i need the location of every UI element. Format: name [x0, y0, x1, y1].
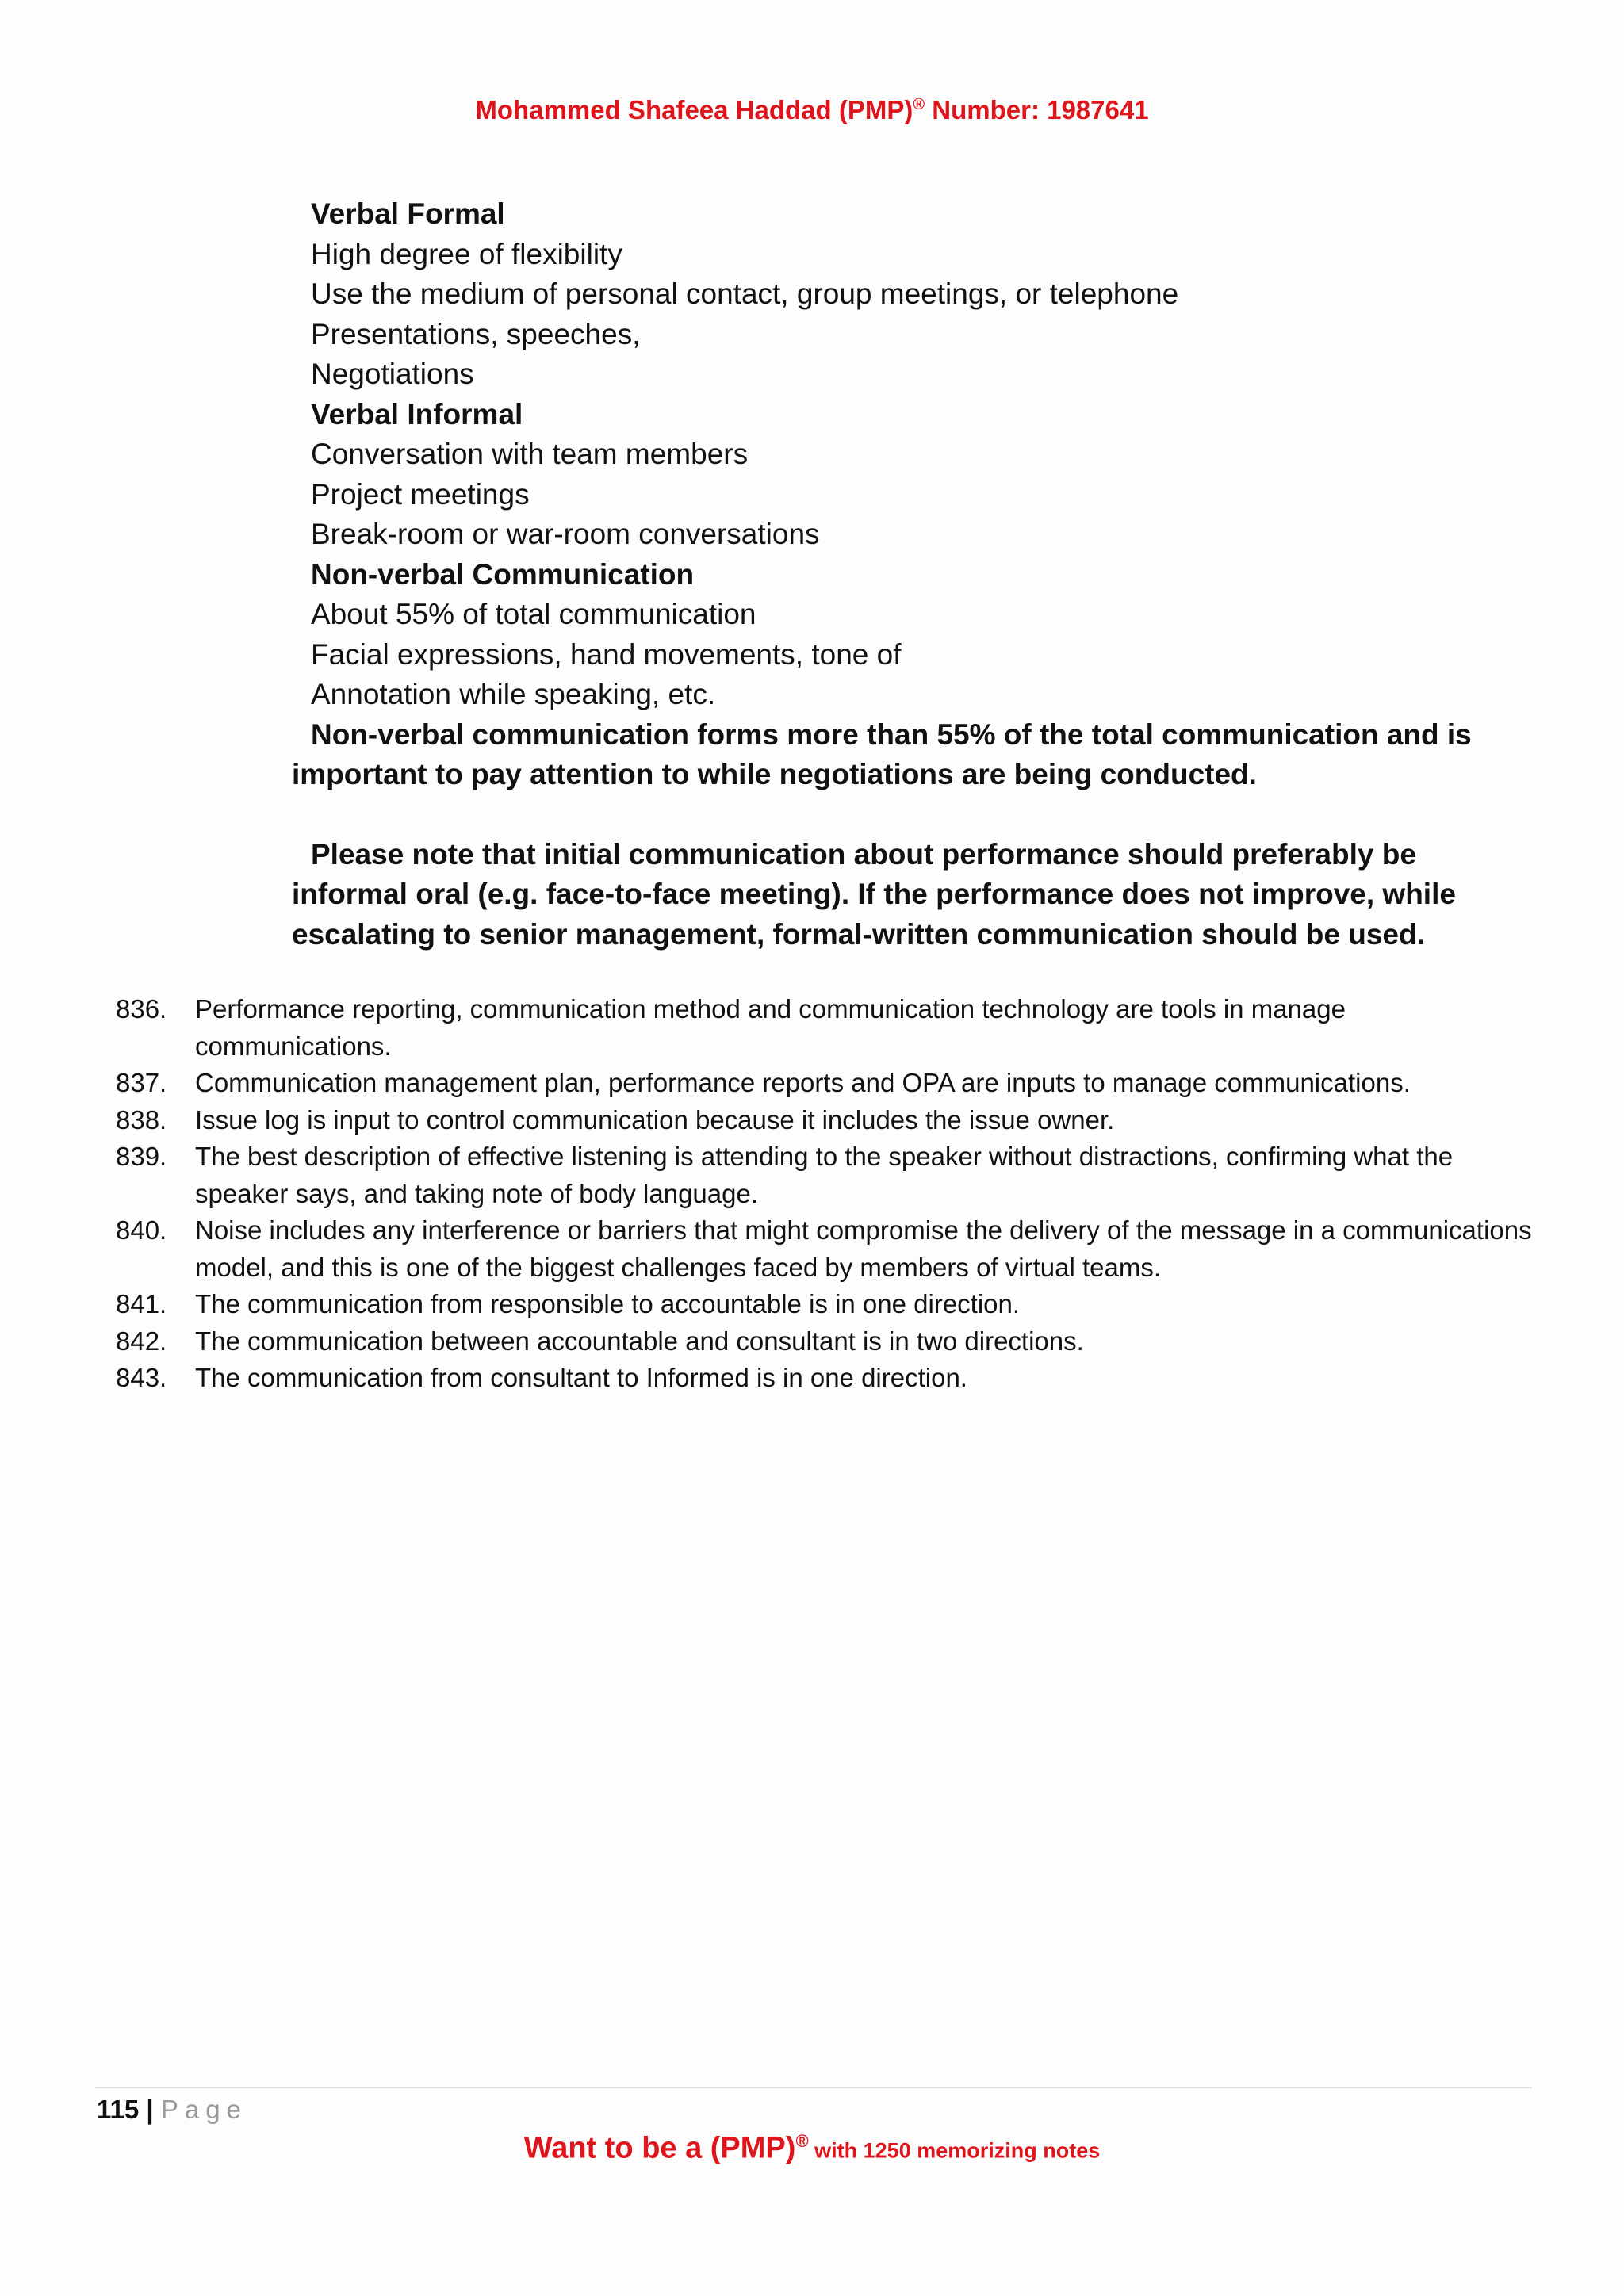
list-item: Annotation while speaking, etc. [311, 678, 716, 710]
performance-note: Please note that initial communication about performance should preferably be informal oral (e.g. face-to-face meeting). If the performance does not improve, while escalating to senior management, formal-written communication should be used. [292, 837, 1456, 951]
list-item: Negotiations [311, 358, 474, 390]
note-item [116, 1286, 1543, 1323]
footer-title [0, 2131, 1624, 2166]
note-text: The communication from responsible to accountable is in one direction. [195, 1289, 1021, 1318]
note-text: The communication between accountable and consultant is in two directions. [195, 1326, 1084, 1356]
list-item: Conversation with team members [311, 438, 749, 470]
note-text: Noise includes any interference or barriers that might compromise the delivery of the message in a communications model, and this is one of the biggest challenges faced by members of virtual teams. [195, 1215, 1532, 1282]
section-title-verbal-formal: Verbal Formal [311, 197, 505, 230]
page-word: Page [160, 2095, 247, 2124]
page-header [0, 95, 1624, 125]
note-item [116, 991, 1543, 1065]
list-item: High degree of flexibility [311, 237, 622, 270]
note-item [116, 1360, 1543, 1397]
footer-reg-mark: ® [795, 2131, 809, 2151]
nonverbal-note: Non-verbal communication forms more than 55% of the total communication and is important to pay attention to while negotiations are being conducted. [292, 718, 1472, 790]
note-text: Issue log is input to control communication because it includes the issue owner. [195, 1104, 1115, 1135]
header-reg-mark: ® [913, 96, 925, 113]
footer-divider [95, 2087, 1532, 2088]
spacer [311, 795, 1532, 835]
note-item [116, 1065, 1543, 1102]
list-item: Presentations, speeches, [311, 317, 641, 350]
communication-types [292, 194, 1532, 955]
note-number: 838. [116, 1104, 167, 1135]
note-text: The communication from consultant to Informed is in one direction. [195, 1363, 967, 1392]
note-item [116, 1323, 1543, 1360]
header-number: Number: 1987641 [925, 95, 1149, 124]
page-number-value: 115 [97, 2095, 140, 2124]
page-number [97, 2095, 247, 2125]
note-item [116, 1138, 1543, 1212]
list-item: Break-room or war-room conversations [311, 518, 820, 550]
note-text: Communication management plan, performance reports and OPA are inputs to manage communications. [195, 1068, 1411, 1097]
note-number: 840. [116, 1215, 167, 1245]
note-number: 836. [116, 994, 167, 1024]
numbered-notes [116, 991, 1543, 1397]
list-item: Project meetings [311, 477, 530, 511]
note-number: 841. [116, 1289, 167, 1318]
note-number: 837. [116, 1068, 167, 1097]
list-item: About 55% of total communication [311, 598, 756, 630]
list-item: Facial expressions, hand movements, tone of [311, 637, 902, 671]
section-title-verbal-informal: Verbal Informal [311, 397, 523, 430]
footer-title-small: with 1250 memorizing notes [808, 2138, 1101, 2163]
footer-title-main: Want to be a (PMP) [523, 2131, 796, 2165]
section-title-non-verbal: Non-verbal Communication [311, 557, 695, 591]
page-separator: | [139, 2095, 161, 2124]
list-item: Use the medium of personal contact, group meetings, or telephone [311, 277, 1179, 310]
note-number: 839. [116, 1142, 167, 1171]
note-item [116, 1212, 1543, 1286]
header-author: Mohammed Shafeea Haddad (PMP) [475, 95, 914, 124]
note-number: 843. [116, 1363, 167, 1392]
note-text: Performance reporting, communication method and communication technology are tools in manage communications. [195, 994, 1346, 1061]
note-item [116, 1102, 1543, 1139]
note-text: The best description of effective listening is attending to the speaker without distractions, confirming what the speaker says, and taking note of body language. [195, 1142, 1454, 1208]
note-number: 842. [116, 1326, 167, 1356]
